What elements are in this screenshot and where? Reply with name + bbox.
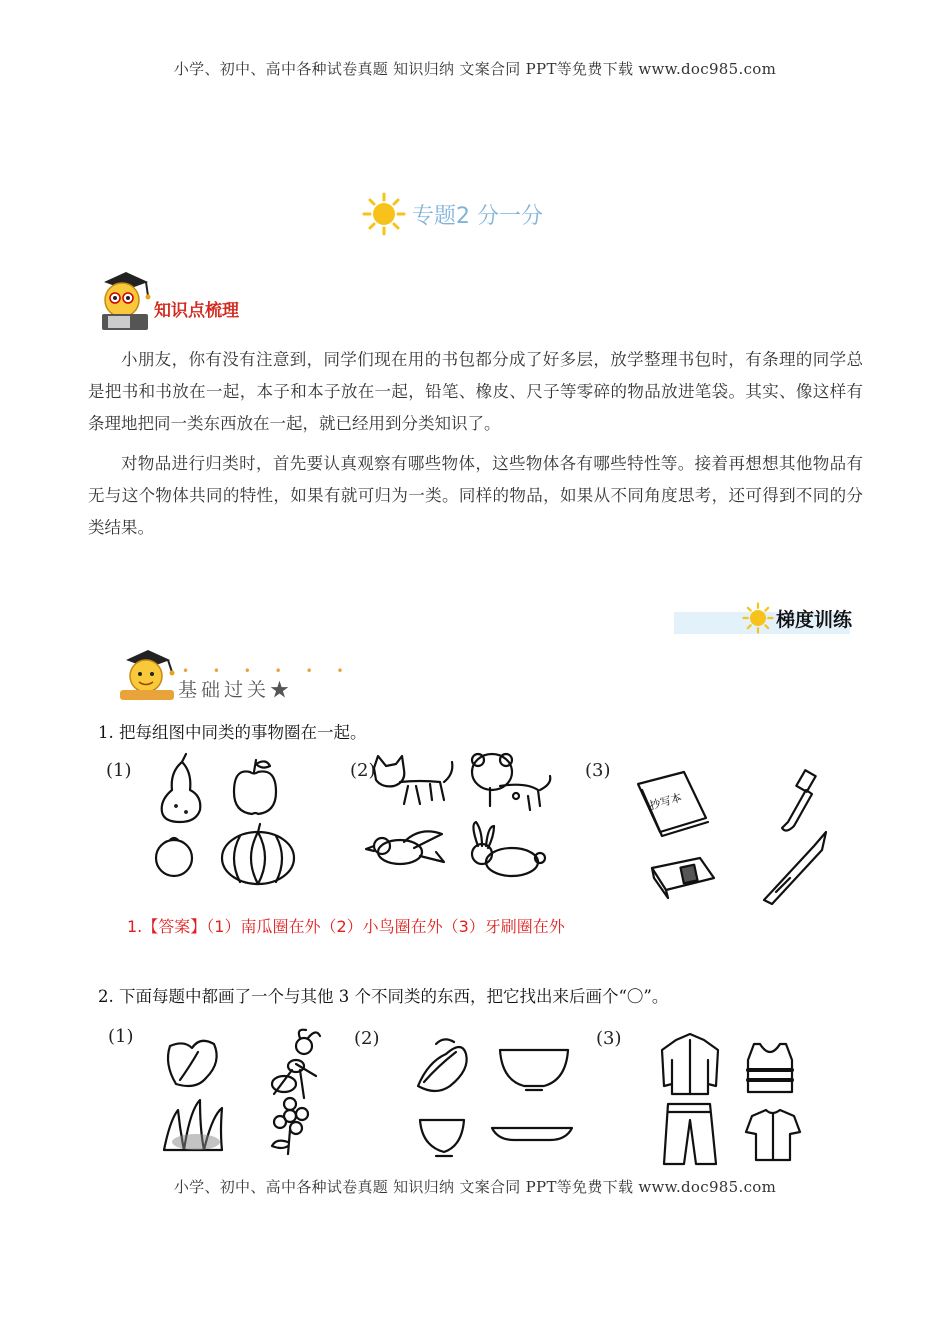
notebook-label: 抄写本 <box>648 790 684 813</box>
leaf-icon <box>168 1041 217 1086</box>
group-label: (2) <box>350 760 376 781</box>
knowledge-heading: 知识点梳理 <box>154 301 239 321</box>
basic-heading: 基础过关★ <box>178 679 294 701</box>
bowl-icon <box>500 1050 568 1090</box>
group-label: (3) <box>585 760 611 781</box>
question-2-text: 2. 下面每题中都画了一个与其他 3 个不同类的东西，把它找出来后画个“〇”。 <box>98 987 669 1006</box>
page-header: 小学、初中、高中各种试卷真题 知识归纳 文案合同 PPT等免费下载 www.doc985.com <box>173 60 777 78</box>
plate-icon <box>492 1128 572 1140</box>
paragraph-text: 对物品进行归类时，首先要认真观察有哪些物体，这些物体各有哪些特性等。接着再想想其他物品有无与这个物体共同的特性，如果有就可归为一类。同样的物品，如果从不同角度思考，还可得到不同的分类结果。 <box>88 454 863 537</box>
group-label: (1) <box>106 760 132 781</box>
page-footer: 小学、初中、高中各种试卷真题 知识归纳 文案合同 PPT等免费下载 www.doc985.com <box>173 1178 777 1196</box>
t-shirt-icon <box>746 1110 800 1160</box>
cabbage-icon <box>418 1039 467 1091</box>
pants-icon <box>664 1104 716 1164</box>
question-1-text: 1. 把每组图中同类的事物圈在一起。 <box>98 723 367 742</box>
flower-icon <box>272 1098 308 1154</box>
small-bowl-icon <box>420 1120 464 1156</box>
paragraph-text: 小朋友，你有没有注意到，同学们现在用的书包都分成了好多层，放学整理书包时，有条理的同学总是把书和书放在一起，本子和本子放在一起，铅笔、橡皮、尺子等零碎的物品放进笔袋。其实、像这样有条理地把同一类东西放在一起，就已经用到分类知识了。 <box>88 350 863 433</box>
group-label: (2) <box>354 1028 380 1049</box>
ant-icon <box>272 1030 320 1098</box>
grass-icon <box>164 1100 222 1150</box>
shirt-icon <box>662 1034 718 1094</box>
question-1-answer: 1.【答案】（1）南瓜圈在外（2）小鸟圈在外（3）牙刷圈在外 <box>127 917 565 936</box>
vest-icon <box>748 1044 792 1092</box>
decorative-dots: • • • • • • <box>182 664 354 678</box>
group-label: (1) <box>108 1026 134 1047</box>
training-heading: 梯度训练 <box>776 609 853 631</box>
group-label: (3) <box>596 1028 622 1049</box>
title-label: 专题2 分一分 <box>412 203 543 229</box>
